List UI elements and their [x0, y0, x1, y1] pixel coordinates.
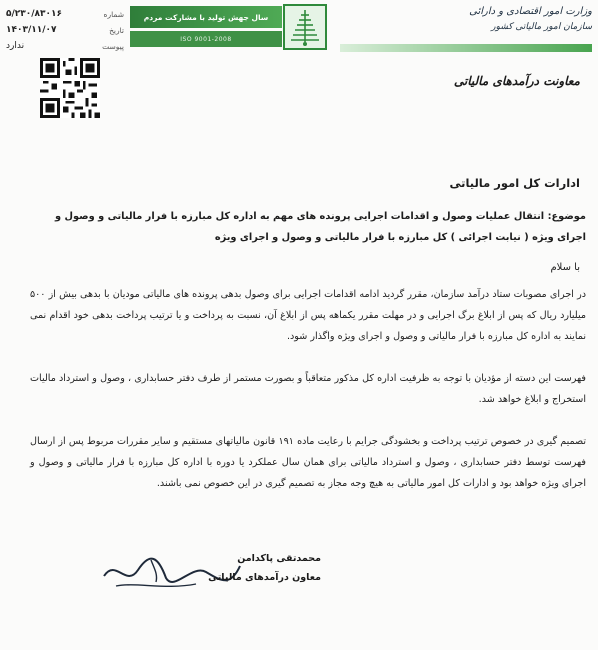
organization-name: سازمان امور مالیاتی کشور: [491, 22, 592, 32]
ministry-name: وزارت امور اقتصادی و دارائی: [469, 6, 592, 17]
salutation: با سلام: [550, 262, 580, 273]
body-paragraph: فهرست این دسته از مؤدیان با توجه به ظرفیت اداره کل مذکور متعاقباً و بصورت مستمر از طرف دفتر حسابداری ، وصول و استرداد مالیات استخراج و ابلاغ خواهد شد.: [30, 373, 586, 405]
green-stripe: [340, 44, 592, 52]
signatory-name: محمدتقی پاکدامن: [237, 553, 321, 564]
recipient: ادارات کل امور مالیاتی: [449, 176, 580, 190]
attachment-label: پیوست: [102, 41, 124, 51]
qr-code-icon: [40, 58, 100, 118]
date-row: [6, 22, 124, 38]
date-label: تاریخ: [109, 25, 124, 35]
body-paragraph: تصمیم گیری در خصوص ترتیب پرداخت و بخشودگی جرایم با رعایت ماده ۱۹۱ قانون مالیاتهای مستقیم و سایر مقررات مربوط پس از ارسال فهرست توسط دفتر حسابداری ، وصول و استرداد مالیاتی برای همان سال عملکرد یا دوره با اداره کل مبارزه با فرار مالیاتی و وصول و اجرای ویژه خواهد بود و ادارات کل امور مالیاتی به هیچ وجه مجاز به تصمیم گیری در این خصوص نمی باشند.: [30, 436, 587, 489]
attachment-row: [6, 38, 124, 54]
deputy-header: معاونت درآمدهای مالیاتی: [453, 74, 580, 88]
slogan-text: سال جهش تولید با مشارکت مردم: [130, 6, 282, 28]
letter-meta: [6, 6, 124, 54]
tax-organization-emblem-icon: [283, 4, 327, 50]
number-row: [6, 6, 124, 22]
slogan-box: [130, 6, 282, 48]
signatory-title: معاون درآمدهای مالیاتی: [208, 572, 321, 583]
body-paragraph: در اجرای مصوبات ستاد درآمد سازمان، مقرر گردید ادامه اقدامات اجرایی برای وصول بدهی پرونده های مالیاتی مودیان با بدهی بیش از ۵۰۰ میلیارد ریال که پس از ابلاغ برگ اجرایی و در مهلت مقرر یکماهه پس از ابلاغ آن، نسبت به پرداخت و یا ترتیب پرداخت بدهی خود اقدام نمی نمایند به اداره کل مبارزه با فرار مالیاتی و وصول و اجرای ویژه واگذار شود.: [30, 289, 586, 342]
attachment-value: ندارد: [6, 41, 25, 51]
ministry-header: [340, 6, 592, 36]
number-value: ۵/۲۳۰/۸۳۰۱۶: [6, 9, 63, 19]
date-value: ۱۴۰۳/۱۱/۰۷: [6, 25, 57, 35]
iso-text: ISO 9001-2008: [130, 31, 282, 47]
number-label: شماره: [103, 9, 124, 19]
subject: موضوع: انتقال عملیات وصول و اقدامات اجرایی پرونده های مهم به اداره کل مبارزه با فرار مالیاتی و وصول و اجرای ویژه ( نیابت اجرائی ) کل مبارزه با فرار مالیاتی و وصول و اجرای ویژه: [54, 211, 586, 243]
